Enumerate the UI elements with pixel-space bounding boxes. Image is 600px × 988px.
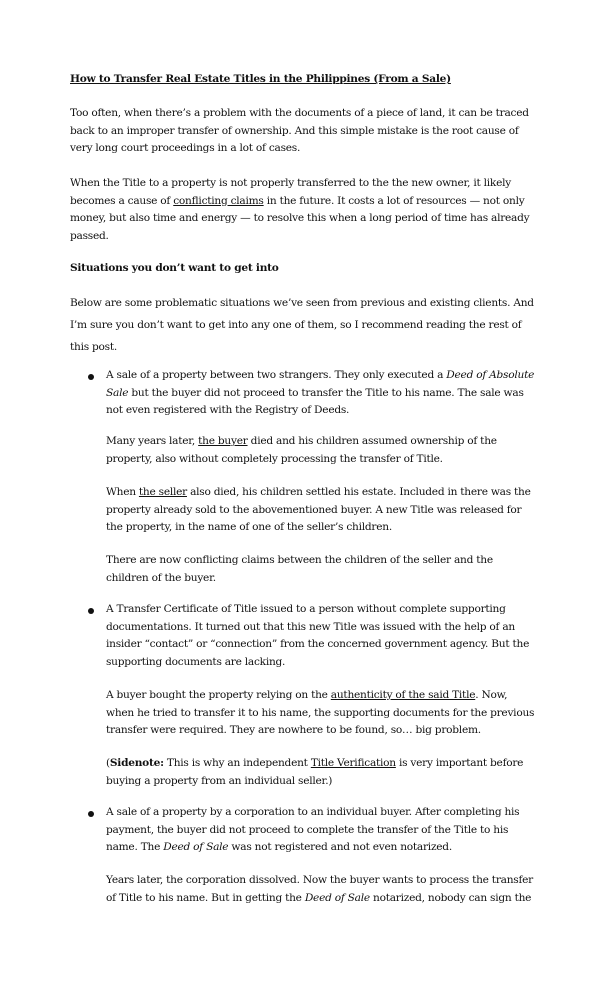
case-1-paragraph-2 — [106, 433, 536, 468]
bullet-3 — [88, 811, 94, 817]
intro-paragraph-2-text: When the Title to a property is not properly transferred to the the new owner, it likely becomes a cause of — [70, 177, 511, 207]
case-1-p3-rest: also died, his children settled his estate. Included in there was the property already sold to the abovementioned buyer. A new Title was released for the property, in the name of one of the seller’s children. — [106, 486, 531, 533]
case-2-paragraph-2 — [106, 687, 536, 740]
case-1-text-rest: but the buyer did not proceed to transfer the Title to his name. The sale was not even registered with the Registry of Deeds. — [106, 386, 524, 416]
sidenote-paragraph — [106, 755, 536, 790]
case-3-paragraph-1 — [106, 804, 536, 857]
section-heading: Situations you don’t want to get into — [70, 262, 279, 274]
case-3-text-rest: was not registered and not even notarized. — [228, 841, 452, 853]
case-3-paragraph-2 — [106, 872, 536, 907]
case-1-text: A sale of a property between two strangers. They only executed a — [106, 369, 447, 381]
case-1-paragraph-1 — [106, 367, 536, 420]
deed-of-sale-term: Deed of Sale — [163, 841, 229, 853]
conflicting-claims-link[interactable]: conflicting claims — [173, 194, 264, 207]
the-seller-link[interactable]: the seller — [138, 486, 187, 498]
title-authenticity-link[interactable]: authenticity of the said Title — [330, 689, 476, 701]
deed-of-absolute-sale-term: Deed of Absolute Sale — [106, 369, 535, 399]
case-1-p3-text: When — [106, 486, 139, 498]
case-1-p2-text: Many years later, — [106, 435, 199, 447]
case-3-text: A sale of a property by a corporation to an individual buyer. After completing his payment, the buyer did not proceed to complete the transfer of the Title to his name. The — [106, 806, 520, 853]
case-2-paragraph-1: A Transfer Certificate of Title issued to a person without complete supporting documentations. It turned out that this new Title was issued with the help of an insider “contact” or “connection” from the concerned government agency. But the supporting documents are lacking. — [106, 603, 530, 668]
bullet-2 — [88, 608, 94, 614]
intro-paragraph-1: Too often, when there’s a problem with the documents of a piece of land, it can be traced back to an improper transfer of ownership. And this simple mistake is the root cause of very long court proceedings in a lot of cases. — [70, 107, 529, 154]
document-title — [70, 71, 536, 89]
sidenote-open-paren: ( — [106, 757, 110, 769]
case-1-paragraph-3 — [106, 484, 536, 537]
sidenote-label: Sidenote: — [109, 757, 164, 769]
bullet-1 — [88, 374, 94, 380]
deed-of-sale-term-2: Deed of Sale — [304, 891, 370, 904]
case-2-p2-rest: . Now, when he tried to transfer it to his name, the supporting documents for the previous transfer were required. They are nowhere to be found, so… big problem. — [106, 689, 535, 736]
the-buyer-link[interactable]: the buyer — [198, 435, 248, 447]
intro-paragraph-2-rest: in the future. It costs a lot of resources — not only money, but also time and energy — to resolve this when a long period of time has already passed. — [70, 194, 530, 242]
case-3-p2-text: Years later, the corporation dissolved. Now the buyer wants to process the transfer of Title to his name. But in getting the — [106, 874, 533, 904]
section-intro-paragraph: Below are some problematic situations we’ve seen from previous and existing clients. And I’m sure you don’t want to get into any one of them, so I recommend reading the rest of this post. — [70, 297, 534, 353]
sidenote-text: This is why an independent — [163, 757, 311, 769]
document-title-text: How to Transfer Real Estate Titles in the Philippines (From a Sale) — [70, 73, 451, 85]
case-1-paragraph-4: There are now conflicting claims between the children of the seller and the children of the buyer. — [106, 554, 493, 584]
case-2-p2-text: A buyer bought the property relying on the — [106, 689, 331, 701]
case-1-p2-rest: died and his children assumed ownership of the property, also without completely processing the transfer of Title. — [106, 435, 497, 465]
sidenote-rest: is very important before buying a property from an individual seller.) — [106, 757, 524, 787]
case-3-p2-rest: notarized, nobody can sign the — [369, 891, 532, 904]
title-verification-link[interactable]: Title Verification — [310, 757, 396, 769]
intro-paragraph-2 — [70, 175, 536, 245]
